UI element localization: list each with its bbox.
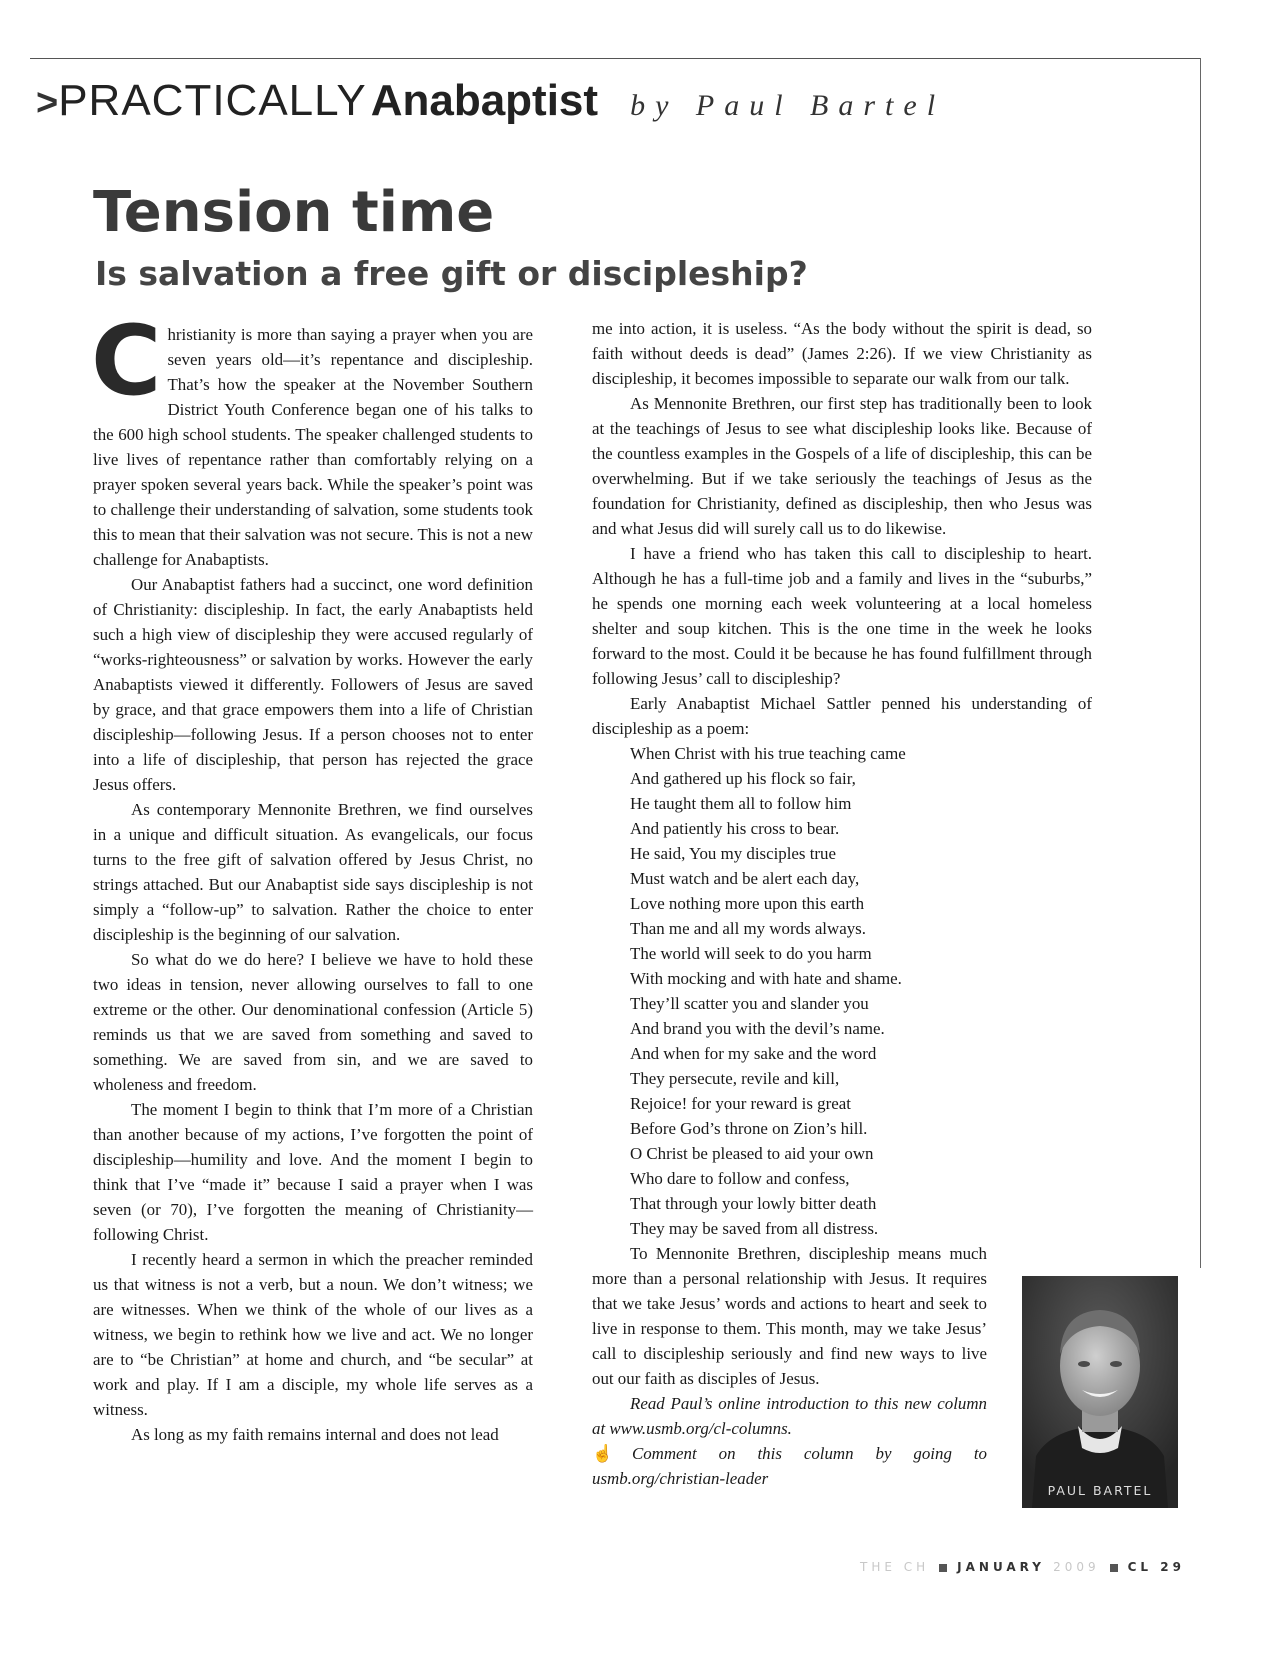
header-arrow: >: [36, 82, 59, 124]
poem-line: And patiently his cross to bear.: [630, 819, 840, 838]
poem-line: When Christ with his true teaching came: [630, 744, 906, 763]
footer-faint-text: THE CH: [860, 1560, 930, 1574]
article-subtitle: Is salvation a free gift or discipleship?: [95, 254, 808, 293]
column-header: [36, 76, 945, 136]
column-intro-note: Read Paul’s online introduction to this new column at www.usmb.org/cl-columns.: [592, 1394, 987, 1438]
poem-line: With mocking and with hate and shame.: [630, 969, 902, 988]
author-photo: [1022, 1276, 1178, 1508]
author-portrait: [1022, 1276, 1178, 1508]
frame-top-rule: [30, 58, 1200, 59]
square-bullet-icon: [939, 1564, 947, 1572]
comment-note: ☝ Comment on this column by going to usmb.org/christian-leader: [592, 1441, 987, 1491]
poem-line: Rejoice! for your reward is great: [630, 1094, 851, 1113]
photo-caption: PAUL BARTEL: [1047, 1483, 1153, 1498]
page-footer: [860, 1560, 1185, 1574]
poem-line: Love nothing more upon this earth: [630, 894, 865, 913]
poem-line: O Christ be pleased to aid your own: [630, 1144, 874, 1163]
paragraph: As Mennonite Brethren, our first step has traditionally been to look at the teachings of Jesus to see what discipleship looks like. Because of the countless examples in the Gospels of a life of discipleship, this can be overwhelming. But if we take seriously the teachings of Jesus as the foundation for Christianity, defined as discipleship, then who Jesus was and what Jesus did will surely call us to do likewise.: [592, 394, 1092, 538]
poem-line: They’ll scatter you and slander you: [630, 994, 869, 1013]
poem-line: He taught them all to follow him: [630, 794, 852, 813]
poem: [630, 741, 1092, 1241]
byline: by Paul Bartel: [630, 89, 946, 122]
drop-cap: C: [91, 305, 162, 417]
footer-month: JANUARY: [957, 1560, 1045, 1574]
paragraph: Early Anabaptist Michael Sattler penned his understanding of discipleship as a poem:: [592, 694, 1092, 738]
paragraph: The moment I begin to think that I’m more of a Christian than another because of my actions, I’ve forgotten the point of discipleship—humility and love. And the moment I begin to think that I’ve “made it” because I said a prayer when I was seven (or 70), I’ve forgotten the meaning of Christianity—following Christ.: [93, 1100, 533, 1244]
poem-line: Must watch and be alert each day,: [630, 869, 860, 888]
poem-line: They persecute, revile and kill,: [630, 1069, 840, 1088]
column-name-bold: Anabaptist: [370, 76, 599, 125]
pointing-hand-icon: ☝: [592, 1444, 614, 1463]
paragraph: As long as my faith remains internal and does not lead: [131, 1425, 499, 1444]
closing-paragraph: To Mennonite Brethren, discipleship means much more than a personal relationship with Jesus. It requires that we take Jesus’ words and actions to heart and seek to live in response to them. This month, may we take Jesus’ call to discipleship seriously and find new ways to live out our faith as disciples of Jesus.: [592, 1244, 987, 1388]
frame-right-rule: [1200, 58, 1201, 1268]
page-number: 29: [1160, 1560, 1185, 1574]
poem-line: Before God’s throne on Zion’s hill.: [630, 1119, 868, 1138]
poem-line: They may be saved from all distress.: [630, 1219, 879, 1238]
poem-line: Who dare to follow and confess,: [630, 1169, 850, 1188]
poem-line: And when for my sake and the word: [630, 1044, 877, 1063]
paragraph: I recently heard a sermon in which the preacher reminded us that witness is not a verb, but a noun. We don’t witness; we are witnesses. When we think of the whole of our lives as a witness, we begin to rethink how we live and act. We no longer are to “be Christian” at home and church, and “be secular” at work and play. If I am a disciple, my whole life serves as a witness.: [93, 1250, 533, 1419]
column-name-light: PRACTICALLY: [58, 76, 367, 125]
poem-line: He said, You my disciples true: [630, 844, 836, 863]
article-title: Tension time: [93, 180, 495, 245]
paragraph: As contemporary Mennonite Brethren, we find ourselves in a unique and difficult situation. As evangelicals, our focus turns to the free gift of salvation offered by Jesus Christ, no strings attached. But our Anabaptist side says discipleship is not simply a “follow-up” to salvation. Rather the choice to enter discipleship is the beginning of our salvation.: [93, 800, 533, 944]
square-bullet-icon: [1110, 1564, 1118, 1572]
right-column: [592, 316, 1092, 1491]
poem-line: That through your lowly bitter death: [630, 1194, 877, 1213]
poem-line: And brand you with the devil’s name.: [630, 1019, 885, 1038]
poem-line: The world will seek to do you harm: [630, 944, 872, 963]
paragraph: Our Anabaptist fathers had a succinct, one word definition of Christianity: discipleship. In fact, the early Anabaptists held such a high view of discipleship they were accused regularly of “works-righteousness” or salvation by works. However the early Anabaptists viewed it differently. Followers of Jesus are saved by grace, and that grace empowers them into a life of Christian discipleship—following Jesus. If a person chooses not to enter into a life of discipleship, that person has rejected the grace Jesus offers.: [93, 575, 533, 794]
poem-line: Than me and all my words always.: [630, 919, 866, 938]
poem-line: And gathered up his flock so fair,: [630, 769, 856, 788]
closing-block: [592, 1241, 987, 1491]
paragraph: me into action, it is useless. “As the body without the spirit is dead, so faith without deeds is dead” (James 2:26). If we view Christianity as discipleship, it becomes impossible to separate our walk from our talk.: [592, 319, 1092, 388]
left-column: [91, 305, 533, 1447]
paragraph: I have a friend who has taken this call to discipleship to heart. Although he has a full-time job and a family and lives in the “suburbs,” he spends one morning each week volunteering at a local homeless shelter and soup kitchen. This is the one time in the week he looks forward to the most. Could it be because he has found fulfillment through following Jesus’ call to discipleship?: [592, 544, 1092, 688]
footer-year: 2009: [1053, 1560, 1100, 1574]
paragraph: So what do we do here? I believe we have to hold these two ideas in tension, never allowing ourselves to fall to one extreme or the other. Our denominational confession (Article 5) reminds us that we are saved from something and saved to something. We are saved from sin, and we are saved to wholeness and freedom.: [93, 950, 533, 1094]
paragraph: Christianity is more than saying a prayer when you are seven years old—it’s repentance and discipleship. That’s how the speaker at the November Southern District Youth Conference began one of his talks to the 600 high school students. The speaker challenged students to live lives of repentance rather than comfortably relying on a prayer spoken several years back. While the speaker’s point was to challenge their understanding of salvation, some students took this to mean that their salvation was not secure. This is not a new challenge for Anabaptists.: [91, 305, 533, 569]
footer-publication: CL: [1127, 1560, 1153, 1574]
